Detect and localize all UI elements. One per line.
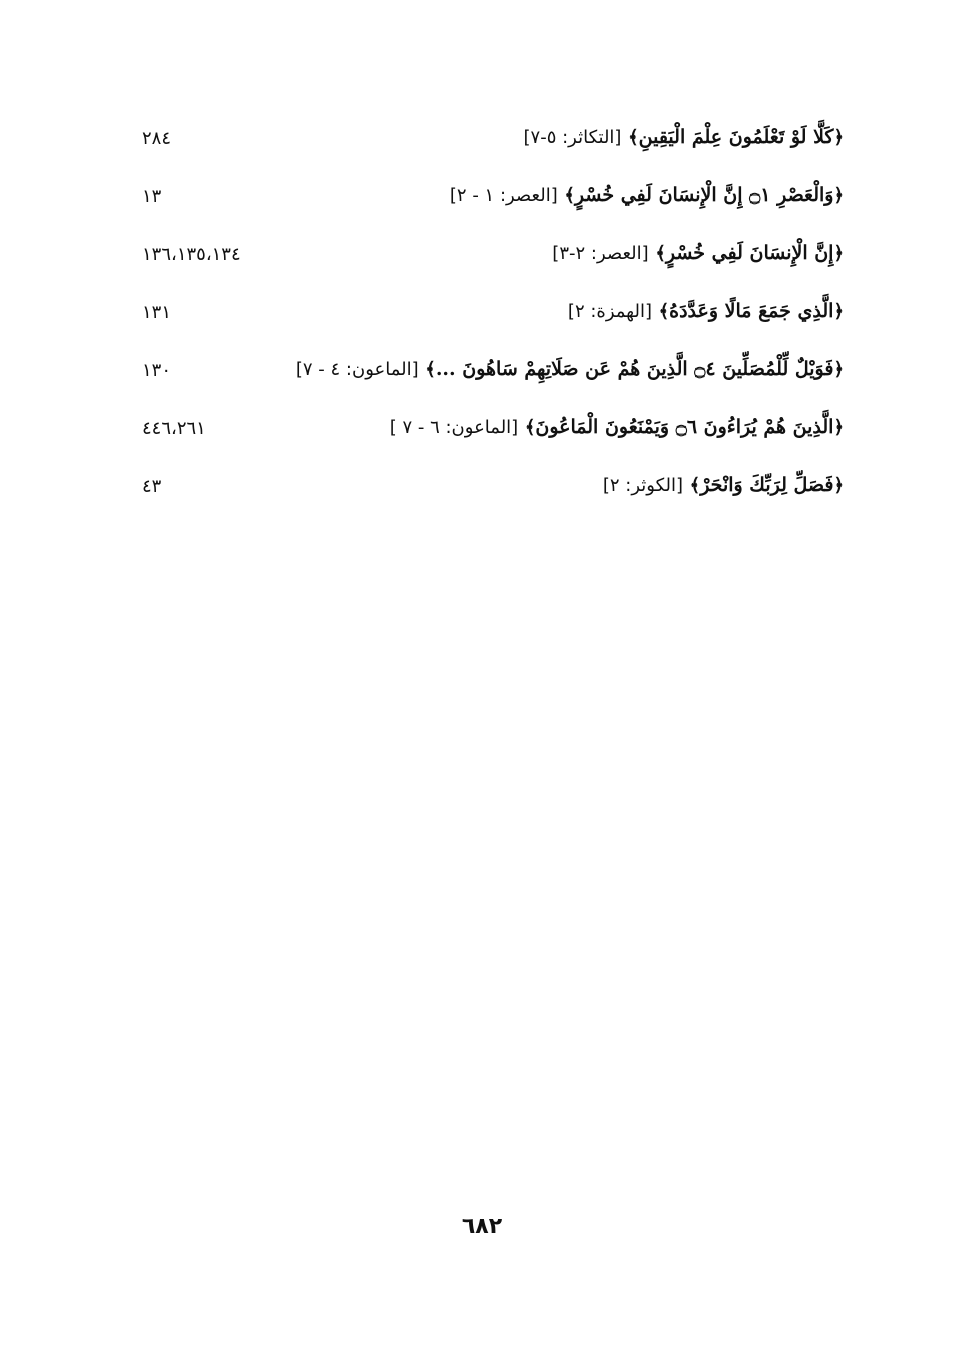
- page-references: ١٣: [142, 186, 162, 207]
- verse-reference: [الماعون: ٤ - ٧]: [295, 359, 419, 380]
- page-references: ١٣٦،١٣٥،١٣٤: [142, 244, 241, 265]
- verse-text: الَّذِي جَمَعَ مَالًا وَعَدَّدَهُ: [669, 300, 834, 322]
- page-references: ٤٣: [142, 476, 162, 497]
- quran-open-bracket: ﴿: [833, 243, 844, 264]
- quran-open-bracket: ﴿: [833, 301, 844, 322]
- index-row: [120, 120, 844, 178]
- verse-entry: [450, 184, 844, 206]
- verse-text: فَوَيْلٌ لِّلْمُصَلِّينَ ۝٤ الَّذِينَ هُمْ عَن صَلَاتِهِمْ سَاهُونَ ...: [435, 358, 834, 380]
- index-row: [120, 294, 844, 352]
- verse-reference: [التكاثر: ٥-٧]: [523, 127, 622, 148]
- verse-text: فَصَلِّ لِرَبِّكَ وَانْحَرْ: [700, 474, 834, 496]
- quran-close-bracket: ﴾: [689, 475, 701, 496]
- quran-open-bracket: ﴿: [833, 417, 844, 438]
- quran-open-bracket: ﴿: [833, 185, 844, 206]
- index-row: [120, 468, 844, 526]
- verse-reference: [الكوثر: ٢]: [602, 475, 684, 496]
- page-references: ١٣١: [142, 302, 172, 323]
- verse-reference: [الهمزة: ٢]: [567, 301, 652, 322]
- verse-entry: [390, 416, 844, 438]
- quran-close-bracket: ﴾: [564, 185, 575, 206]
- verse-text: وَالْعَصْرِ ۝١ إِنَّ الْإِنسَانَ لَفِي خُسْرٍ: [574, 184, 834, 206]
- quran-open-bracket: ﴿: [833, 475, 844, 496]
- quran-open-bracket: ﴿: [833, 127, 844, 148]
- quran-close-bracket: ﴾: [658, 301, 670, 322]
- index-row: [120, 410, 844, 468]
- quran-open-bracket: ﴿: [833, 359, 844, 380]
- verse-entry: [523, 126, 844, 148]
- verse-text: إِنَّ الْإِنسَانَ لَفِي خُسْرٍ: [665, 242, 834, 264]
- verse-entry: [296, 358, 844, 380]
- verse-text: كَلَّا لَوْ تَعْلَمُونَ عِلْمَ الْيَقِينِ: [638, 126, 834, 148]
- verse-entry: [603, 474, 844, 496]
- page-references: ١٣٠: [142, 360, 172, 381]
- verse-reference: [العصر: ١ - ٢]: [449, 185, 558, 206]
- verse-reference: [العصر: ٢-٣]: [552, 243, 649, 264]
- quran-close-bracket: ﴾: [425, 359, 436, 380]
- verse-reference: [الماعون: ٦ - ٧ ]: [389, 417, 519, 438]
- verse-text: الَّذِينَ هُمْ يُرَاءُونَ ۝٦ وَيَمْنَعُونَ الْمَاعُونَ: [535, 416, 834, 438]
- index-row: [120, 178, 844, 236]
- quran-close-bracket: ﴾: [655, 243, 666, 264]
- quran-close-bracket: ﴾: [628, 127, 639, 148]
- verse-entry: [552, 242, 844, 264]
- page-references: ٢٨٤: [142, 128, 172, 149]
- page-number: ٦٨٢: [461, 1214, 503, 1239]
- verse-index-table: [120, 120, 844, 526]
- index-row: [120, 352, 844, 410]
- index-row: [120, 236, 844, 294]
- verse-entry: [568, 300, 844, 322]
- quran-close-bracket: ﴾: [524, 417, 536, 438]
- page-references: ٤٤٦،٢٦١: [142, 418, 206, 439]
